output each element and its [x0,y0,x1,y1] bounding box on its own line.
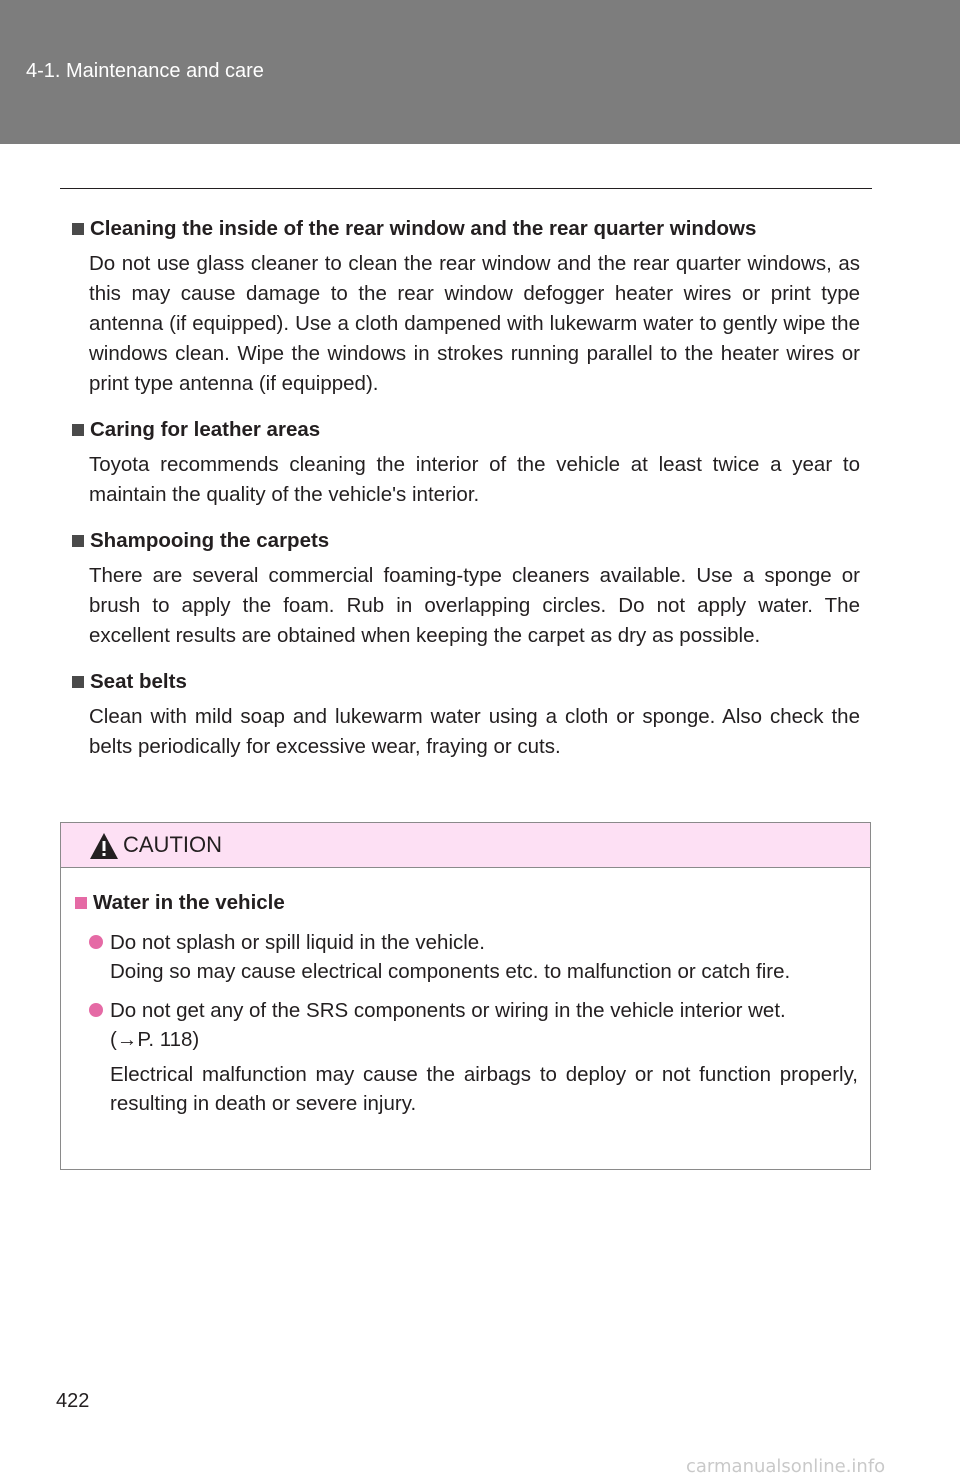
caution-label: CAUTION [123,832,222,857]
divider [60,188,872,189]
round-bullet-icon [89,935,103,949]
section-rear-window [72,212,860,399]
square-bullet-icon [72,676,84,688]
bullet-text: Doing so may cause electrical components etc. to malfunction or catch fire. [110,960,791,983]
section-title: 4-1. Maintenance and care [26,60,264,82]
section-heading: Cleaning the inside of the rear window and the rear quarter windows [90,217,757,240]
svg-text:carmanualsonline.info: carmanualsonline.info [686,1456,886,1477]
section-heading: Caring for leather areas [90,418,321,441]
main-content [72,212,860,776]
section-body: Clean with mild soap and lukewarm water using a cloth or sponge. Also check the belts periodically for excessive wear, fraying or cuts. [89,705,860,758]
square-bullet-icon [72,424,84,436]
watermark-logo [686,1452,946,1478]
page-number: 422 [56,1390,90,1412]
section-seat-belts [72,665,860,762]
bullet-text: Do not get any of the SRS components or wiring in the vehicle interior wet. [110,999,786,1022]
caution-header [61,823,870,868]
bullet-text: Do not splash or spill liquid in the vehicle. [110,931,485,954]
caution-body [61,868,870,1118]
section-leather [72,413,860,510]
square-bullet-icon [72,223,84,235]
square-bullet-icon [75,897,87,909]
section-heading: Shampooing the carpets [90,529,330,552]
bullet-text: Electrical malfunction may cause the airbags to deploy or not function properly, resulting in death or severe injury. [110,1063,858,1115]
square-bullet-icon [72,535,84,547]
section-heading: Seat belts [90,670,187,693]
caution-box [60,822,871,1170]
round-bullet-icon [89,1003,103,1017]
caution-bullet [75,996,858,1118]
section-body: Toyota recommends cleaning the interior of the vehicle at least twice a year to maintain the quality of the vehicle's interior. [89,453,860,506]
page-reference: (→P. 118) [110,1028,200,1051]
page-header [0,0,960,144]
warning-triangle-icon [89,832,119,860]
section-carpets [72,524,860,651]
caution-bullet [75,928,858,986]
caution-heading: Water in the vehicle [93,891,285,914]
section-body: Do not use glass cleaner to clean the rear window and the rear quarter windows, as this may cause damage to the rear window defogger heater wires or print type antenna (if equipped). Use a cloth dampened with lukewarm water to gently wipe the windows clean. Wipe the windows in strokes running parallel to the heater wires or print type antenna (if equipped). [89,252,860,395]
section-body: There are several commercial foaming-type cleaners available. Use a sponge or brush to apply the foam. Rub in overlapping circles. Do not apply water. The excellent results are obtained when keeping the carpet as dry as possible. [89,564,860,647]
